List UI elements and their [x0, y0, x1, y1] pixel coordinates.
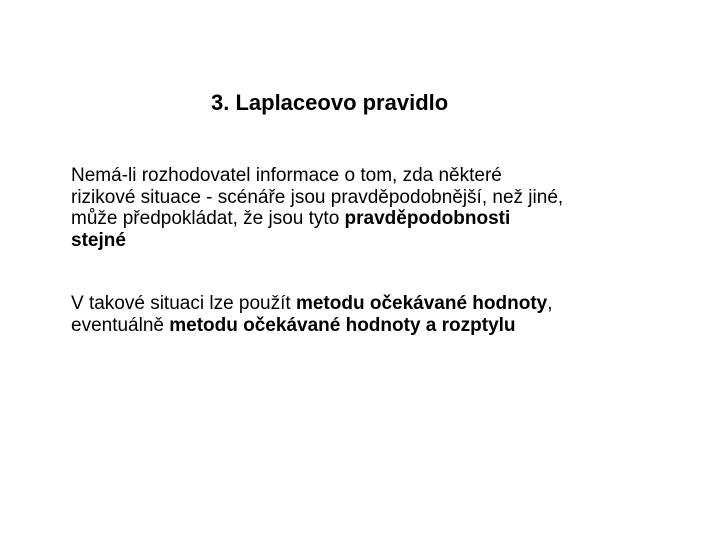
paragraph-laplace-definition [71, 165, 701, 251]
emphasis-stejne: stejné [71, 229, 126, 251]
paragraph-2-line-1 [71, 293, 701, 315]
emphasis-pravdepodobnosti: pravděpodobnosti [344, 208, 511, 229]
paragraph-1-line-4 [71, 230, 701, 252]
paragraph-methods [71, 293, 701, 336]
paragraph-2-line-2 [71, 315, 701, 337]
slide-title: 3. Laplaceovo pravidlo [211, 90, 449, 115]
paragraph-1-line-1: Nemá-li rozhodovatel informace o tom, zda některé [71, 165, 502, 186]
paragraph-2-line-2-text: eventuálně [71, 314, 170, 336]
emphasis-expected-value-variance-method: metodu očekávané hodnoty a rozptylu [169, 314, 516, 336]
emphasis-expected-value-method: metodu očekávané hodnoty [295, 293, 548, 314]
paragraph-2-line-1-text: V takové situaci lze použít [71, 293, 296, 314]
paragraph-2-line-1-tail: , [547, 293, 553, 314]
paragraph-1-line-3 [71, 208, 701, 230]
paragraph-1-line-3-text: může předpokládat, že jsou tyto [71, 208, 345, 229]
paragraph-1-line-2: rizikové situace - scénáře jsou pravděpodobnější, než jiné, [71, 186, 564, 208]
